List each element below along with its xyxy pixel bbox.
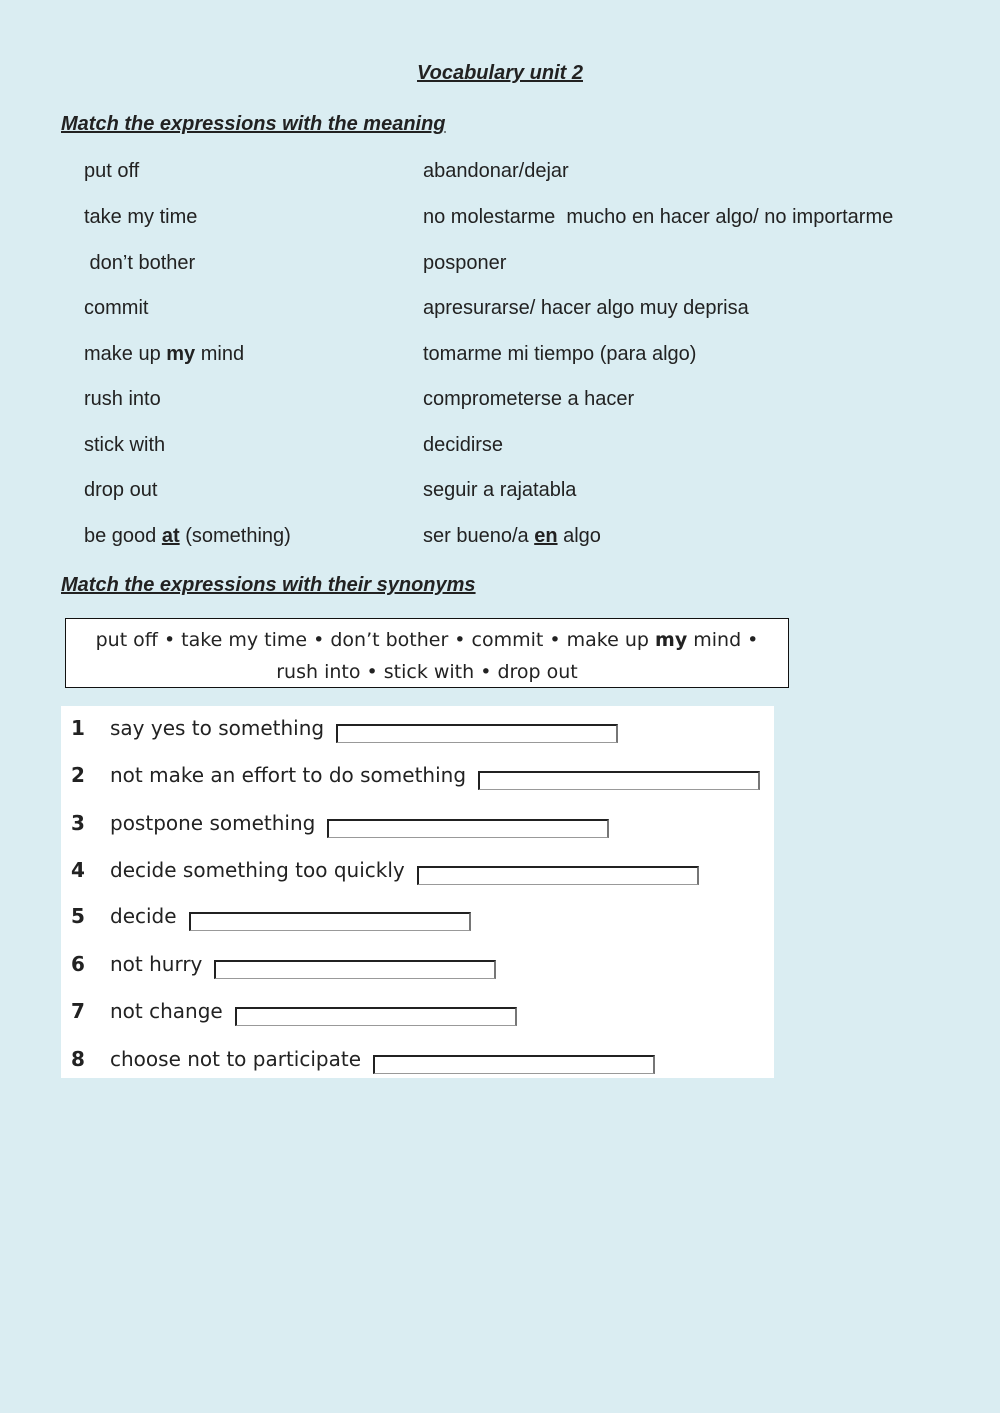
- answer-blank[interactable]: [189, 912, 471, 931]
- expression: don’t bother: [84, 252, 196, 274]
- item-prompt: decide something too quickly: [110, 858, 405, 882]
- meaning: [423, 525, 601, 548]
- word-box: [65, 618, 789, 688]
- expression: stick with: [84, 434, 166, 456]
- exercise-item: [61, 1047, 774, 1083]
- item-number: 6: [71, 952, 85, 976]
- item-number: 4: [71, 858, 85, 882]
- answer-blank[interactable]: [417, 866, 699, 885]
- expression: rush into: [84, 388, 161, 410]
- expression: put off: [84, 160, 140, 182]
- item-number: 5: [71, 904, 85, 928]
- meaning-bold-part: en: [534, 525, 558, 547]
- item-prompt: decide: [110, 904, 177, 928]
- answer-blank[interactable]: [478, 771, 760, 790]
- expression: drop out: [84, 479, 158, 501]
- meaning: abandonar/dejar: [423, 160, 569, 182]
- exercise-panel: [61, 706, 774, 1078]
- exercise-item: [61, 999, 774, 1035]
- expression-part: make up: [84, 343, 167, 365]
- item-number: 3: [71, 811, 85, 835]
- word-box-line: rush into • stick with • drop out: [276, 661, 578, 683]
- section-heading-meaning: Match the expressions with the meaning: [61, 113, 446, 135]
- item-number: 8: [71, 1047, 85, 1071]
- match-row: [0, 479, 1000, 509]
- meaning: comprometerse a hacer: [423, 388, 635, 410]
- item-prompt: say yes to something: [110, 716, 325, 740]
- meaning: seguir a rajatabla: [423, 479, 577, 501]
- exercise-item: [61, 904, 774, 940]
- item-prompt: choose not to participate: [110, 1047, 361, 1071]
- item-number: 2: [71, 763, 85, 787]
- match-row: [0, 206, 1000, 236]
- match-row: [0, 160, 1000, 190]
- item-prompt: postpone something: [110, 811, 316, 835]
- expression-bold-part: my: [166, 343, 196, 365]
- word-box-bold-text: my: [655, 629, 688, 651]
- exercise-item: [61, 858, 774, 894]
- word-box-line: [66, 624, 788, 656]
- meaning: tomarme mi tiempo (para algo): [423, 343, 697, 365]
- expression-part: mind: [195, 343, 245, 365]
- exercise-item: [61, 811, 774, 847]
- expression-part: be good: [84, 525, 162, 547]
- match-row: [0, 297, 1000, 327]
- expression-part: (something): [179, 525, 291, 547]
- answer-blank[interactable]: [214, 960, 496, 979]
- item-prompt: not hurry: [110, 952, 203, 976]
- item-prompt: not change: [110, 999, 223, 1023]
- answer-blank[interactable]: [327, 819, 609, 838]
- exercise-item: [61, 952, 774, 988]
- match-row: [0, 388, 1000, 418]
- section-heading-synonyms: Match the expressions with their synonyms: [61, 574, 476, 596]
- answer-blank[interactable]: [336, 724, 618, 743]
- expression: [84, 343, 244, 366]
- expression: commit: [84, 297, 149, 319]
- match-row: [0, 252, 1000, 282]
- answer-blank[interactable]: [235, 1007, 517, 1026]
- expression: take my time: [84, 206, 198, 228]
- item-number: 1: [71, 716, 85, 740]
- item-number: 7: [71, 999, 85, 1023]
- match-row: [0, 525, 1000, 555]
- word-box-text: put off • take my time • don’t bother • commit • make up: [95, 629, 656, 651]
- item-prompt: not make an effort to do something: [110, 763, 467, 787]
- word-box-text: mind •: [687, 629, 759, 651]
- expression-bold-part: at: [161, 525, 180, 547]
- match-row: [0, 343, 1000, 373]
- exercise-item: [61, 763, 774, 799]
- meaning-part: algo: [557, 525, 601, 547]
- meaning: apresurarse/ hacer algo muy deprisa: [423, 297, 749, 319]
- expression: [84, 525, 291, 548]
- meaning-part: ser bueno/a: [423, 525, 535, 547]
- meaning: no molestarme mucho en hacer algo/ no importarme: [423, 206, 894, 228]
- match-row: [0, 434, 1000, 464]
- page-title: Vocabulary unit 2: [417, 62, 583, 84]
- meaning: posponer: [423, 252, 507, 274]
- answer-blank[interactable]: [373, 1055, 655, 1074]
- meaning: decidirse: [423, 434, 504, 456]
- exercise-item: [61, 716, 774, 752]
